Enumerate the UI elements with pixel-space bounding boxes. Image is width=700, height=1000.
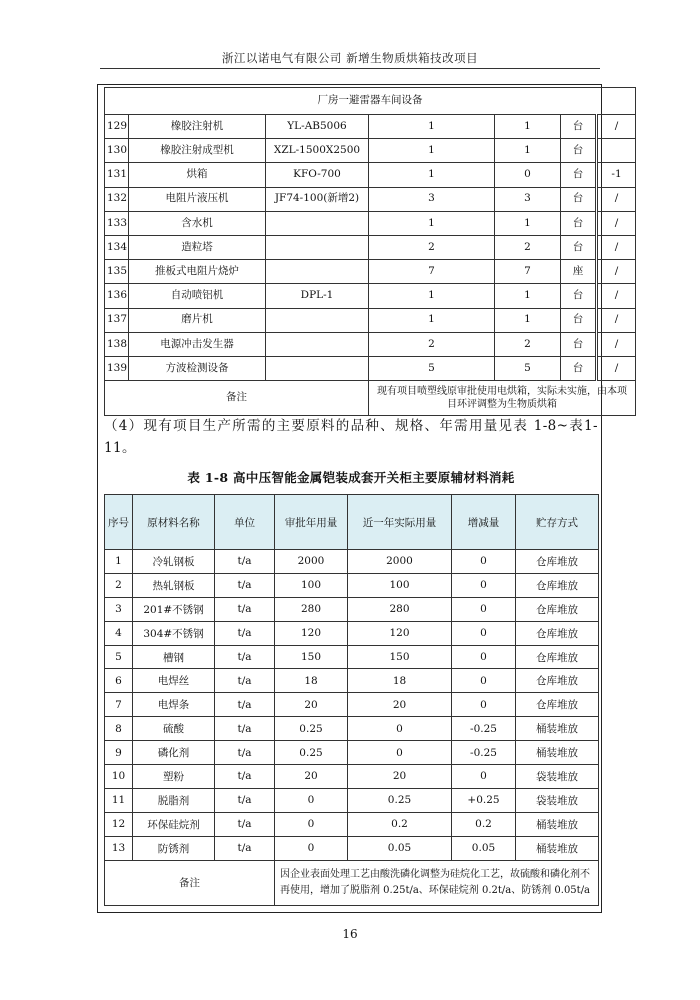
cell-equipment-name: 方波检测设备 — [129, 356, 266, 380]
cell-material-name: 304#不锈钢 — [133, 621, 215, 645]
cell-change: 0 — [452, 765, 516, 789]
cell-storage: 袋装堆放 — [516, 765, 599, 789]
cell-actual-qty: 3 — [495, 187, 561, 211]
cell-equipment-model: YL-AB5006 — [266, 115, 369, 139]
cell-actual-qty: 1 — [495, 115, 561, 139]
cell-approved-usage: 0 — [275, 788, 348, 812]
cell-approved-qty: 1 — [369, 284, 495, 308]
cell-unit: 台 — [561, 163, 597, 187]
cell-actual-usage: 100 — [348, 573, 452, 597]
materials-note-row — [105, 860, 599, 905]
cell-approved-qty: 5 — [369, 356, 495, 380]
material-row — [105, 812, 599, 836]
cell-equipment-name: 磨片机 — [129, 308, 266, 332]
cell-equipment-model — [266, 356, 369, 380]
material-row — [105, 621, 599, 645]
cell-storage: 桶装堆放 — [516, 741, 599, 765]
equipment-row — [105, 115, 636, 139]
cell-approved-usage: 20 — [275, 765, 348, 789]
cell-equipment-model: KFO-700 — [266, 163, 369, 187]
cell-equipment-name: 电阻片液压机 — [129, 187, 266, 211]
cell-change: -0.25 — [452, 717, 516, 741]
cell-change: / — [597, 308, 636, 332]
cell-row-number: 13 — [105, 836, 133, 860]
cell-unit: 台 — [561, 308, 597, 332]
cell-unit: t/a — [215, 621, 275, 645]
cell-equipment-name: 烘箱 — [129, 163, 266, 187]
cell-actual-qty: 1 — [495, 211, 561, 235]
page-number: 16 — [342, 927, 358, 941]
cell-equipment-name: 自动喷铝机 — [129, 284, 266, 308]
cell-material-name: 热轧钢板 — [133, 573, 215, 597]
note-text: 现有项目喷塑线原审批使用电烘箱，实际未实施，由本项目环评调整为生物质烘箱 — [369, 381, 636, 416]
cell-material-name: 冷轧钢板 — [133, 550, 215, 574]
cell-approved-qty: 1 — [369, 211, 495, 235]
header-rule — [100, 68, 600, 69]
cell-approved-usage: 280 — [275, 597, 348, 621]
cell-actual-usage: 0.2 — [348, 812, 452, 836]
cell-approved-qty: 1 — [369, 163, 495, 187]
cell-unit: t/a — [215, 812, 275, 836]
cell-unit: 台 — [561, 332, 597, 356]
cell-equipment-model: DPL-1 — [266, 284, 369, 308]
cell-change: / — [597, 284, 636, 308]
cell-storage: 仓库堆放 — [516, 645, 599, 669]
cell-storage: 桶装堆放 — [516, 717, 599, 741]
cell-storage: 仓库堆放 — [516, 597, 599, 621]
cell-unit: 台 — [561, 139, 597, 163]
cell-unit: 台 — [561, 211, 597, 235]
equipment-row — [105, 284, 636, 308]
cell-unit: 台 — [561, 356, 597, 380]
cell-material-name: 硫酸 — [133, 717, 215, 741]
equipment-row — [105, 187, 636, 211]
cell-approved-usage: 20 — [275, 693, 348, 717]
cell-unit: t/a — [215, 765, 275, 789]
cell-row-number: 7 — [105, 693, 133, 717]
cell-row-number: 133 — [105, 211, 129, 235]
cell-row-number: 132 — [105, 187, 129, 211]
cell-unit: t/a — [215, 741, 275, 765]
cell-material-name: 槽钢 — [133, 645, 215, 669]
cell-unit: t/a — [215, 788, 275, 812]
material-row — [105, 717, 599, 741]
cell-approved-usage: 100 — [275, 573, 348, 597]
cell-unit: 台 — [561, 187, 597, 211]
material-row — [105, 693, 599, 717]
material-row — [105, 836, 599, 860]
cell-unit: t/a — [215, 836, 275, 860]
cell-row-number: 136 — [105, 284, 129, 308]
running-header: 浙江以诺电气有限公司 新增生物质烘箱技改项目 — [221, 51, 479, 65]
table-caption: 表 1-8 高中压智能金属铠装成套开关柜主要原辅材料消耗 — [187, 470, 515, 485]
cell-unit: t/a — [215, 717, 275, 741]
cell-row-number: 2 — [105, 573, 133, 597]
cell-row-number: 135 — [105, 260, 129, 284]
cell-storage: 仓库堆放 — [516, 693, 599, 717]
note-label: 备注 — [105, 381, 369, 416]
cell-actual-qty: 5 — [495, 356, 561, 380]
cell-actual-usage: 20 — [348, 693, 452, 717]
cell-unit: t/a — [215, 550, 275, 574]
cell-change: 0.2 — [452, 812, 516, 836]
cell-unit: 台 — [561, 284, 597, 308]
column-header: 审批年用量 — [275, 495, 348, 550]
cell-storage: 仓库堆放 — [516, 573, 599, 597]
cell-storage: 仓库堆放 — [516, 621, 599, 645]
material-row — [105, 765, 599, 789]
cell-actual-usage: 0 — [348, 741, 452, 765]
cell-approved-usage: 18 — [275, 669, 348, 693]
cell-equipment-name: 造粒塔 — [129, 235, 266, 259]
cell-equipment-model — [266, 235, 369, 259]
equipment-row — [105, 139, 636, 163]
equipment-table — [104, 87, 636, 416]
cell-approved-usage: 0 — [275, 812, 348, 836]
cell-approved-qty: 1 — [369, 308, 495, 332]
cell-row-number: 139 — [105, 356, 129, 380]
cell-material-name: 201#不锈钢 — [133, 597, 215, 621]
equipment-row — [105, 235, 636, 259]
cell-change: 0 — [452, 573, 516, 597]
cell-actual-qty: 7 — [495, 260, 561, 284]
cell-row-number: 1 — [105, 550, 133, 574]
materials-header-row — [105, 495, 599, 550]
equipment-row — [105, 332, 636, 356]
cell-approved-usage: 0 — [275, 836, 348, 860]
cell-change: 0 — [452, 645, 516, 669]
cell-change: +0.25 — [452, 788, 516, 812]
cell-approved-qty: 7 — [369, 260, 495, 284]
cell-equipment-model — [266, 211, 369, 235]
cell-material-name: 防锈剂 — [133, 836, 215, 860]
cell-actual-usage: 0 — [348, 717, 452, 741]
column-header: 近一年实际用量 — [348, 495, 452, 550]
equipment-section-title: 厂房一避雷器车间设备 — [105, 88, 636, 115]
cell-actual-usage: 0.25 — [348, 788, 452, 812]
cell-approved-qty: 2 — [369, 332, 495, 356]
column-header: 贮存方式 — [516, 495, 599, 550]
cell-change: 0 — [452, 621, 516, 645]
cell-equipment-model — [266, 260, 369, 284]
equipment-note-row — [105, 381, 636, 416]
cell-equipment-name: 推板式电阻片烧炉 — [129, 260, 266, 284]
cell-approved-qty: 1 — [369, 115, 495, 139]
cell-row-number: 6 — [105, 669, 133, 693]
cell-change: 0 — [452, 693, 516, 717]
cell-change: 0 — [452, 550, 516, 574]
cell-approved-qty: 2 — [369, 235, 495, 259]
cell-actual-usage: 0.05 — [348, 836, 452, 860]
equipment-row — [105, 260, 636, 284]
cell-row-number: 9 — [105, 741, 133, 765]
equipment-row — [105, 163, 636, 187]
body-paragraph: （4）现有项目生产所需的主要原料的品种、规格、年需用量见表 1-8~表1-11。 — [104, 418, 598, 456]
cell-unit: t/a — [215, 597, 275, 621]
cell-row-number: 134 — [105, 235, 129, 259]
cell-unit: t/a — [215, 573, 275, 597]
cell-row-number: 130 — [105, 139, 129, 163]
cell-row-number: 4 — [105, 621, 133, 645]
cell-change: -0.25 — [452, 741, 516, 765]
cell-actual-qty: 1 — [495, 139, 561, 163]
material-row — [105, 550, 599, 574]
cell-change: / — [597, 260, 636, 284]
cell-change: / — [597, 187, 636, 211]
column-header: 增减量 — [452, 495, 516, 550]
cell-material-name: 磷化剂 — [133, 741, 215, 765]
cell-storage: 桶装堆放 — [516, 812, 599, 836]
cell-storage: 桶装堆放 — [516, 836, 599, 860]
cell-change: / — [597, 356, 636, 380]
cell-unit: 台 — [561, 115, 597, 139]
cell-storage: 仓库堆放 — [516, 550, 599, 574]
cell-actual-usage: 280 — [348, 597, 452, 621]
cell-change — [597, 139, 636, 163]
cell-actual-usage: 120 — [348, 621, 452, 645]
cell-storage: 袋装堆放 — [516, 788, 599, 812]
cell-row-number: 11 — [105, 788, 133, 812]
cell-unit: 座 — [561, 260, 597, 284]
cell-row-number: 138 — [105, 332, 129, 356]
cell-row-number: 5 — [105, 645, 133, 669]
cell-material-name: 环保硅烷剂 — [133, 812, 215, 836]
cell-approved-qty: 3 — [369, 187, 495, 211]
cell-change: / — [597, 211, 636, 235]
cell-approved-usage: 0.25 — [275, 741, 348, 765]
cell-approved-usage: 2000 — [275, 550, 348, 574]
equipment-row — [105, 211, 636, 235]
cell-row-number: 131 — [105, 163, 129, 187]
cell-unit: t/a — [215, 645, 275, 669]
cell-actual-qty: 1 — [495, 308, 561, 332]
cell-approved-usage: 120 — [275, 621, 348, 645]
cell-approved-usage: 0.25 — [275, 717, 348, 741]
cell-row-number: 12 — [105, 812, 133, 836]
material-row — [105, 597, 599, 621]
cell-change: 0.05 — [452, 836, 516, 860]
column-header: 单位 — [215, 495, 275, 550]
cell-actual-qty: 2 — [495, 332, 561, 356]
cell-change: -1 — [597, 163, 636, 187]
material-row — [105, 669, 599, 693]
cell-equipment-name: 含水机 — [129, 211, 266, 235]
material-row — [105, 788, 599, 812]
cell-equipment-model — [266, 308, 369, 332]
cell-equipment-model: JF74-100(新增2) — [266, 187, 369, 211]
cell-row-number: 8 — [105, 717, 133, 741]
cell-unit: t/a — [215, 669, 275, 693]
cell-change: / — [597, 235, 636, 259]
cell-change: 0 — [452, 597, 516, 621]
cell-change: / — [597, 332, 636, 356]
material-row — [105, 573, 599, 597]
equipment-row — [105, 308, 636, 332]
cell-approved-usage: 150 — [275, 645, 348, 669]
material-row — [105, 741, 599, 765]
cell-unit: t/a — [215, 693, 275, 717]
cell-row-number: 3 — [105, 597, 133, 621]
cell-actual-qty: 0 — [495, 163, 561, 187]
cell-actual-usage: 20 — [348, 765, 452, 789]
cell-equipment-name: 橡胶注射成型机 — [129, 139, 266, 163]
cell-material-name: 脱脂剂 — [133, 788, 215, 812]
cell-row-number: 10 — [105, 765, 133, 789]
cell-material-name: 电焊条 — [133, 693, 215, 717]
cell-equipment-model — [266, 332, 369, 356]
cell-row-number: 129 — [105, 115, 129, 139]
cell-approved-qty: 1 — [369, 139, 495, 163]
note-label: 备注 — [105, 860, 275, 905]
cell-material-name: 塑粉 — [133, 765, 215, 789]
column-header: 原材料名称 — [133, 495, 215, 550]
cell-actual-usage: 2000 — [348, 550, 452, 574]
material-row — [105, 645, 599, 669]
note-text: 因企业表面处理工艺由酸洗磷化调整为硅烷化工艺，故硫酸和磷化剂不再使用，增加了脱脂剂 0.25t/a、环保硅烷剂 0.2t/a、防锈剂 0.05t/a — [275, 860, 599, 905]
materials-table — [104, 494, 599, 906]
cell-equipment-name: 橡胶注射机 — [129, 115, 266, 139]
cell-actual-usage: 150 — [348, 645, 452, 669]
column-header: 序号 — [105, 495, 133, 550]
cell-material-name: 电焊丝 — [133, 669, 215, 693]
cell-storage: 仓库堆放 — [516, 669, 599, 693]
cell-change: 0 — [452, 669, 516, 693]
cell-equipment-name: 电源冲击发生器 — [129, 332, 266, 356]
cell-equipment-model: XZL-1500X2500 — [266, 139, 369, 163]
cell-actual-usage: 18 — [348, 669, 452, 693]
cell-change: / — [597, 115, 636, 139]
cell-unit: 台 — [561, 235, 597, 259]
cell-row-number: 137 — [105, 308, 129, 332]
cell-actual-qty: 2 — [495, 235, 561, 259]
equipment-row — [105, 356, 636, 380]
cell-actual-qty: 1 — [495, 284, 561, 308]
